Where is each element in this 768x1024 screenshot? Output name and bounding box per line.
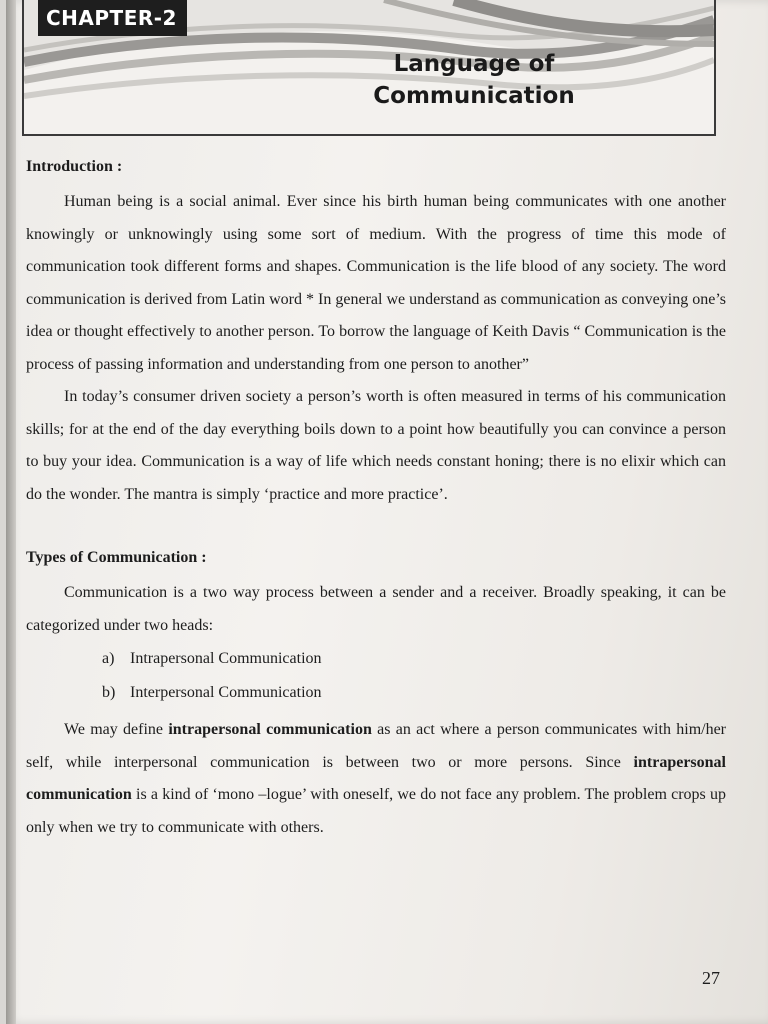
book-spine-shadow <box>6 0 16 1024</box>
chapter-title-line-2: Communication <box>373 83 575 109</box>
list-item-marker: b) <box>102 684 116 701</box>
chapter-title-line-1: Language of <box>393 51 555 77</box>
bold-term: intrapersonal communication <box>26 753 726 803</box>
text-span: We may define <box>64 721 169 738</box>
list-item-text: Intrapersonal Communication <box>130 650 322 667</box>
types-list <box>26 642 726 710</box>
introduction-paragraph-1: Human being is a social animal. Ever since his birth human being communicates with one another knowingly or unknowingly using some sort of medium. With the progress of time this mode of communication took different forms and shapes. Communication is the life blood of any society. The word communication is derived from Latin word * In general we understand as communication as conveying one’s idea or thought effectively to another person. To borrow the language of Keith Davis “ Communication is the process of passing information and understanding from one person to another” <box>26 193 726 373</box>
types-paragraph-2 <box>26 714 726 844</box>
chapter-header <box>22 0 716 136</box>
page-number: 27 <box>702 968 720 988</box>
types-paragraph-1: Communication is a two way process between a sender and a receiver. Broadly speaking, it can be categorized under two heads: <box>26 584 726 634</box>
text-span: is a kind of ‘mono –logue’ with oneself, we do not face any problem. The problem crops up only when we try to communicate with others. <box>26 786 726 836</box>
book-page <box>6 0 768 1024</box>
list-item <box>102 676 726 710</box>
list-item-text: Interpersonal Communication <box>130 684 322 701</box>
chapter-label: CHAPTER-2 <box>38 0 187 36</box>
types-heading: Types of Communication : <box>26 549 207 566</box>
list-item <box>102 642 726 676</box>
bold-term: intrapersonal communication <box>168 721 372 738</box>
chapter-title <box>284 48 664 112</box>
introduction-paragraph-2: In today’s consumer driven society a person’s worth is often measured in terms of his communication skills; for at the end of the day everything boils down to a point how beautifully you can convince a person to buy your idea. Communication is a way of life which needs constant honing; there is no elixir which can do the wonder. The mantra is simply ‘practice and more practice’. <box>26 388 726 503</box>
page-body <box>26 152 726 844</box>
text-span: as an act where a person communicates with him/her self, while interpersonal communication is between two or more persons. Since <box>26 721 727 771</box>
introduction-heading: Introduction : <box>26 158 123 175</box>
list-item-marker: a) <box>102 650 115 667</box>
